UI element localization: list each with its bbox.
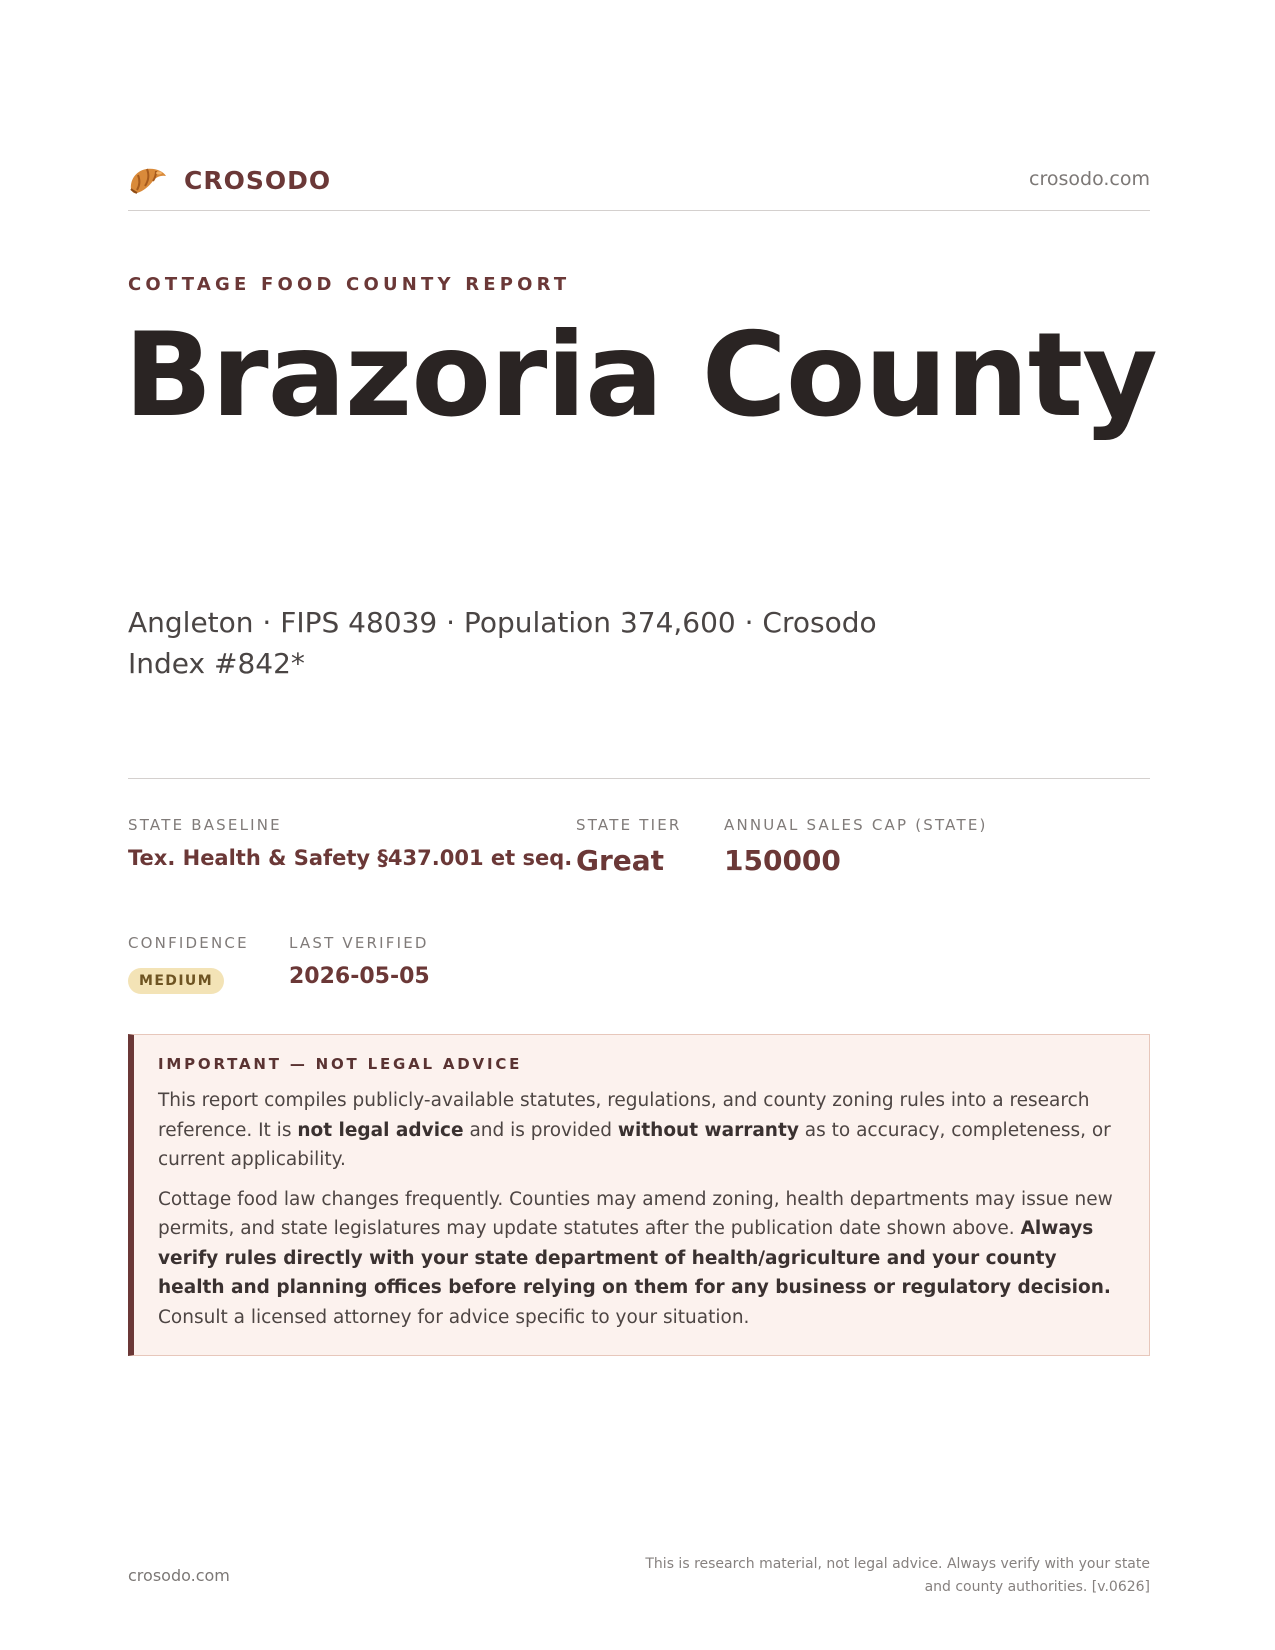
state-tier-field: [576, 816, 682, 877]
sales-cap-label: ANNUAL SALES CAP (STATE): [724, 816, 988, 834]
disclaimer-paragraph-1: [158, 1086, 1123, 1175]
confidence-field: [128, 934, 249, 994]
brand[interactable]: [128, 162, 331, 198]
sales-cap-field: [724, 816, 988, 877]
state-baseline-value: Tex. Health & Safety §437.001 et seq.: [128, 846, 573, 870]
legal-disclaimer: [128, 1034, 1150, 1356]
report-eyebrow: COTTAGE FOOD COUNTY REPORT: [128, 274, 571, 295]
page-title: Brazoria County: [124, 308, 1157, 443]
section-divider: [128, 778, 1150, 779]
disclaimer-paragraph-2: [158, 1185, 1123, 1333]
site-url-link[interactable]: crosodo.com: [1029, 168, 1150, 190]
disclaimer-emphasis: Always verify rules directly with your state department of health/agriculture and your county health and planning offices before relying on them for any business or regulatory decision.: [158, 1218, 1111, 1298]
disclaimer-text: Consult a licensed attorney for advice specific to your situation.: [158, 1306, 750, 1328]
croissant-icon: [128, 162, 168, 198]
brand-name: CROSODO: [184, 165, 332, 195]
last-verified-field: [289, 934, 430, 989]
county-subtitle: Angleton · FIPS 48039 · Population 374,600 · Crosodo Index #842*: [128, 606, 877, 680]
disclaimer-emphasis: without warranty: [617, 1119, 799, 1141]
disclaimer-text: This report compiles publicly-available statutes, regulations, and county zoning rules into a research reference. It is: [158, 1090, 1090, 1141]
state-baseline-field: [128, 816, 572, 870]
state-tier-label: STATE TIER: [576, 816, 682, 834]
confidence-label: CONFIDENCE: [128, 934, 249, 952]
confidence-badge: MEDIUM: [128, 968, 224, 994]
footer-disclaimer: This is research material, not legal advice. Always verify with your state and county authorities. [v.0626]: [645, 1556, 1150, 1595]
report-page: [124, 0, 1157, 1650]
state-baseline-label: STATE BASELINE: [128, 816, 282, 834]
disclaimer-text: and is provided: [463, 1119, 618, 1141]
last-verified-value: 2026-05-05: [289, 964, 430, 989]
disclaimer-emphasis: not legal advice: [297, 1119, 464, 1141]
disclaimer-title: IMPORTANT — NOT LEGAL ADVICE: [158, 1055, 523, 1073]
disclaimer-text: as to accuracy, completeness, or current applicability.: [158, 1119, 1111, 1170]
page-header: [128, 158, 1150, 211]
sales-cap-value: 150000: [724, 844, 841, 877]
state-tier-value: Great: [576, 844, 665, 877]
disclaimer-text: Cottage food law changes frequently. Counties may amend zoning, health departments may issue new permits, and state legislatures may update statutes after the publication date shown above.: [158, 1188, 1113, 1239]
footer-site-url[interactable]: crosodo.com: [128, 1566, 230, 1585]
last-verified-label: LAST VERIFIED: [289, 934, 429, 952]
